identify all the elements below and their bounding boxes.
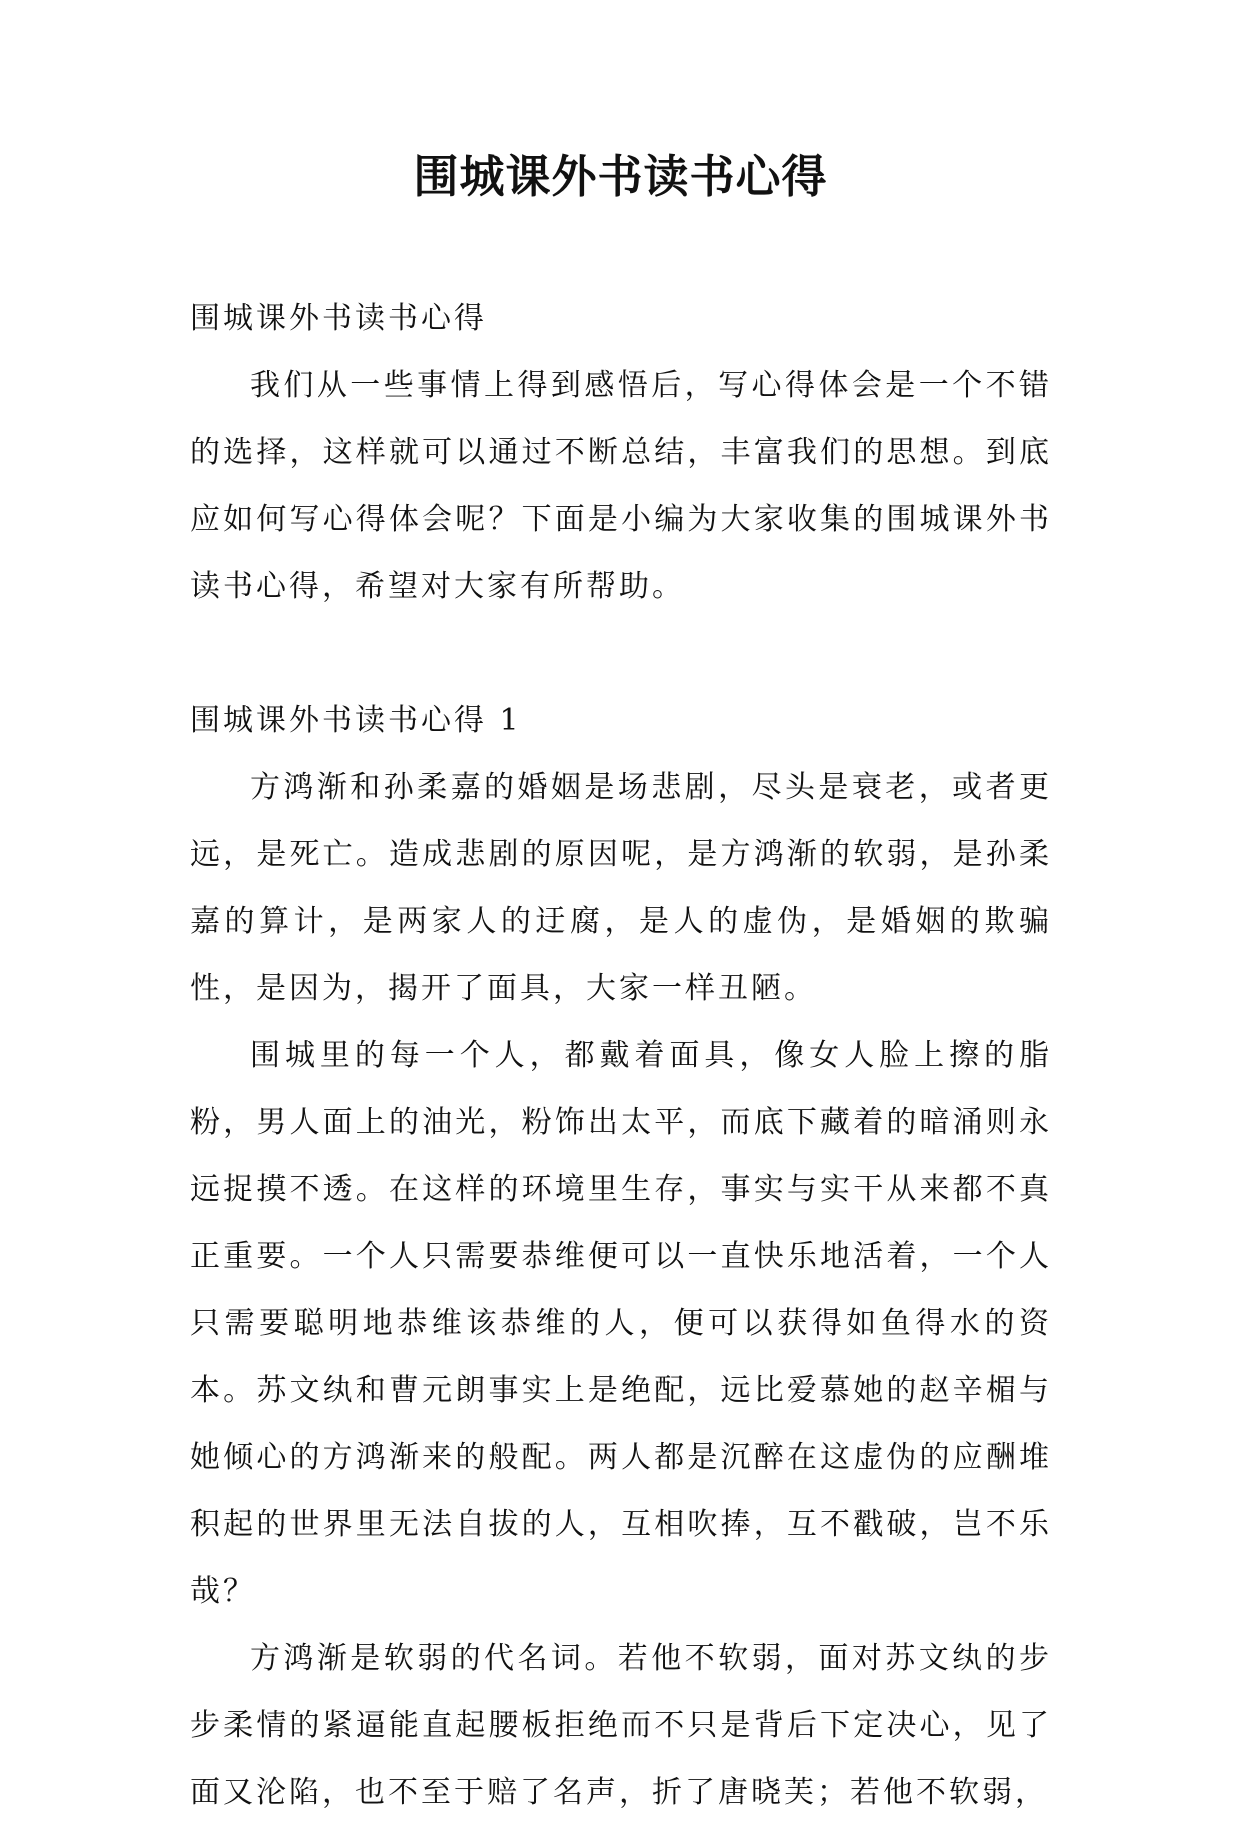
section1-paragraph-3: 方鸿渐是软弱的代名词。若他不软弱，面对苏文纨的步步柔情的紧逼能直起腰板拒绝而不只是背后下定决心，见了面又沦陷，也不至于赔了名声，折了唐晓芙；若他不软弱， xyxy=(190,1641,1052,1810)
section1-paragraph-2: 围城里的每一个人，都戴着面具，像女人脸上擦的脂粉，男人面上的油光，粉饰出太平，而底下藏着的暗涌则永远捉摸不透。在这样的环境里生存，事实与实干从来都不真正重要。一个人只需要恭维便可以一直快乐地活着，一个人只需要聪明地恭维该恭维的人，便可以获得如鱼得水的资本。苏文纨和曹元朗事实上是绝配，远比爱慕她的赵辛楣与她倾心的方鸿渐来的般配。两人都是沉醉在这虚伪的应酬堆积起的世界里无法自拔的人，互相吹捧，互不戳破，岂不乐哉？ xyxy=(190,1038,1052,1609)
intro-heading: 围城课外书读书心得 xyxy=(190,301,487,336)
document-body xyxy=(190,285,1052,1826)
document-title: 围城课外书读书心得 xyxy=(413,150,828,203)
section-spacer xyxy=(190,620,1052,687)
section1-heading: 围城课外书读书心得 1 xyxy=(190,703,522,738)
intro-paragraph: 我们从一些事情上得到感悟后，写心得体会是一个不错的选择，这样就可以通过不断总结，丰富我们的思想。到底应如何写心得体会呢？下面是小编为大家收集的围城课外书读书心得，希望对大家有所帮助。 xyxy=(190,368,1052,604)
section1-paragraph-1: 方鸿渐和孙柔嘉的婚姻是场悲剧，尽头是衰老，或者更远，是死亡。造成悲剧的原因呢，是方鸿渐的软弱，是孙柔嘉的算计，是两家人的迂腐，是人的虚伪，是婚姻的欺骗性，是因为，揭开了面具，大家一样丑陋。 xyxy=(190,770,1052,1006)
